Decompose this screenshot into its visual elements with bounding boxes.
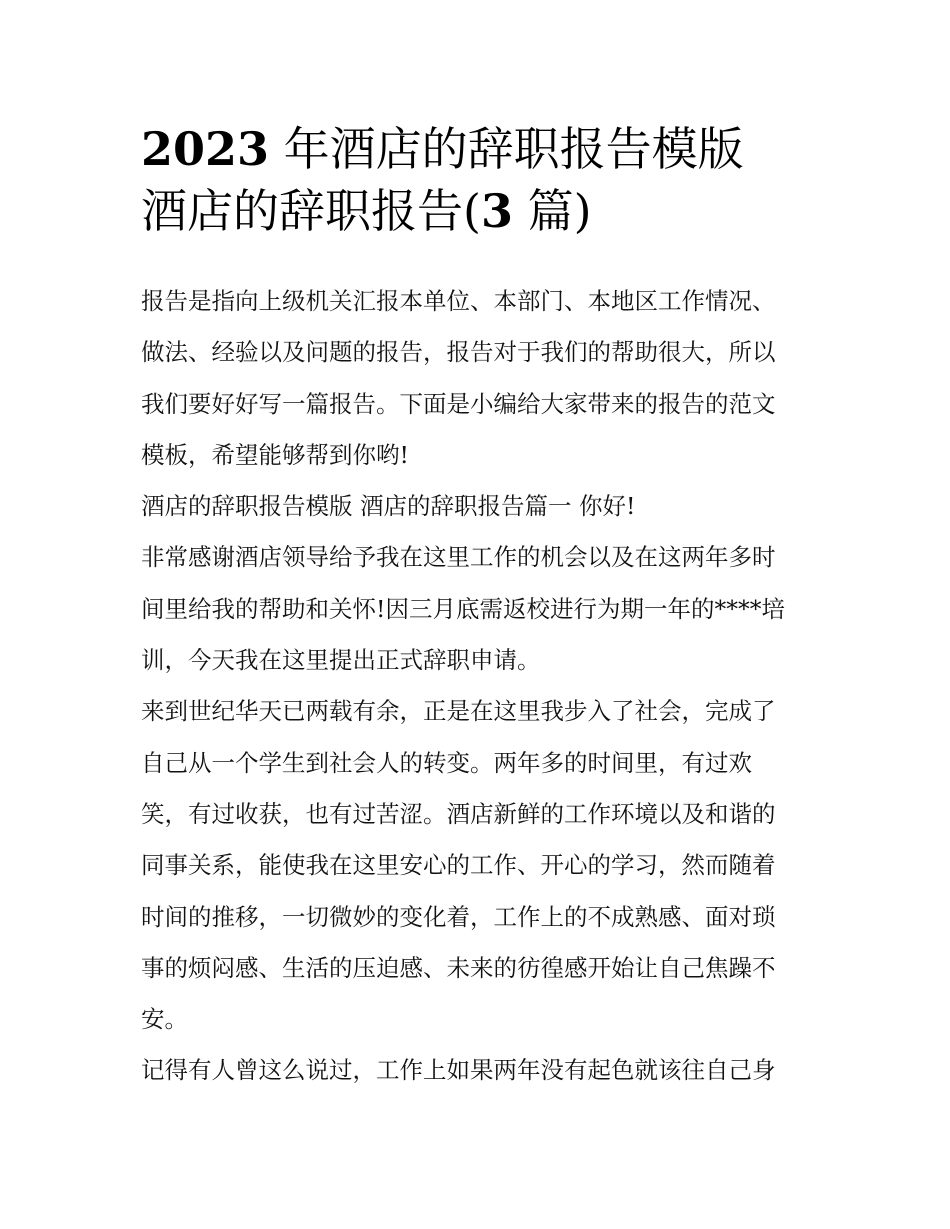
document-body xyxy=(141,276,813,1097)
body-line: 模板，希望能够帮到你哟! xyxy=(141,440,409,469)
body-line: 训，今天我在这里提出正式辞职申请。 xyxy=(141,646,541,675)
body-line: 记得有人曾这么说过，工作上如果两年没有起色就该往自己身 xyxy=(141,1056,776,1085)
body-line: 事的烦闷感、生活的压迫感、未来的彷徨感开始让自己焦躁不 xyxy=(141,953,776,982)
title-line-2-text: 酒店的辞职报告( xyxy=(141,184,481,238)
title-line-1 xyxy=(141,118,821,180)
body-line: 笑，有过收获，也有过苦涩。酒店新鲜的工作环境以及和谐的 xyxy=(141,799,776,828)
body-line: 同事关系，能使我在这里安心的工作、开心的学习，然而随着 xyxy=(141,851,776,880)
body-line: 非常感谢酒店领导给予我在这里工作的机会以及在这两年多时 xyxy=(141,543,776,572)
body-line: 安。 xyxy=(141,1005,188,1034)
body-line: 时间的推移，一切微妙的变化着，工作上的不成熟感、面对琐 xyxy=(141,902,776,931)
body-line: 酒店的辞职报告模版 酒店的辞职报告篇一 你好! xyxy=(141,492,636,521)
title-line-2-end: 篇) xyxy=(512,184,592,238)
title-line-2 xyxy=(141,180,821,242)
body-line: 来到世纪华天已两载有余，正是在这里我步入了社会，完成了 xyxy=(141,697,776,726)
body-line: 做法、经验以及问题的报告，报告对于我们的帮助很大，所以 xyxy=(141,338,776,367)
title-count: 3 xyxy=(480,184,513,238)
title-year: 2023 xyxy=(141,122,270,176)
body-line: 自己从一个学生到社会人的转变。两年多的时间里，有过欢 xyxy=(141,748,752,777)
document-title xyxy=(141,118,821,242)
body-line: 间里给我的帮助和关怀!因三月底需返校进行为期一年的****培 xyxy=(141,594,785,623)
title-line-1-text: 年酒店的辞职报告模版 xyxy=(269,122,744,176)
body-line: 我们要好好写一篇报告。下面是小编给大家带来的报告的范文 xyxy=(141,389,776,418)
body-line: 报告是指向上级机关汇报本单位、本部门、本地区工作情况、 xyxy=(141,287,776,315)
